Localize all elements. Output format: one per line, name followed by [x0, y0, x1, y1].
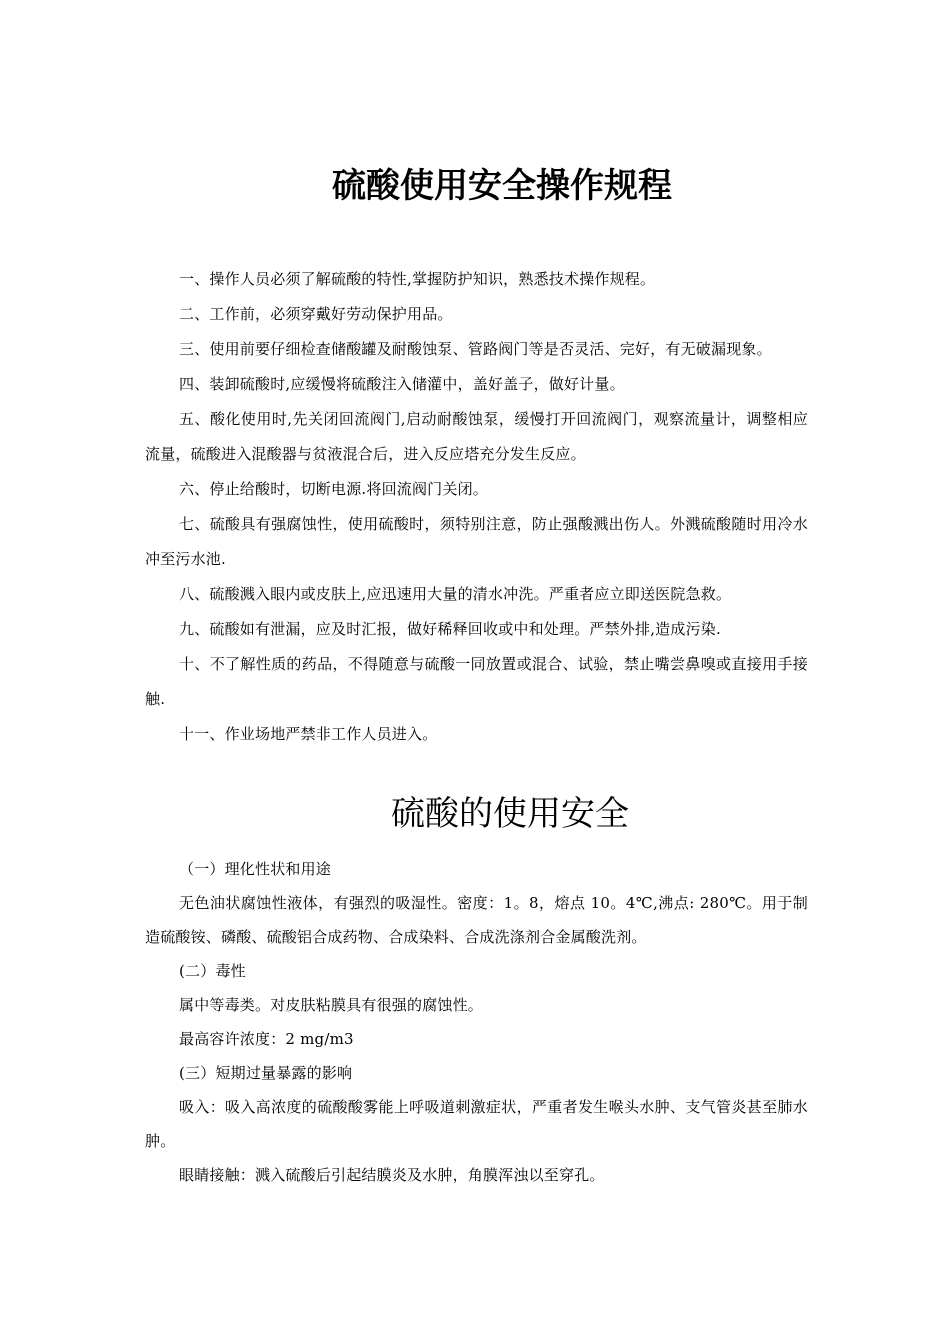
- body-paragraph: 无色油状腐蚀性液体，有强烈的吸湿性。密度：1。8，熔点 10。4℃,沸点: 280℃。用于制造硫酸铵、磷酸、硫酸铝合成药物、合成染料、合成洗涤剂合金属酸洗剂。: [145, 894, 808, 946]
- subheading: （一）理化性状和用途: [179, 860, 332, 878]
- subheading: (二）毒性: [179, 962, 246, 980]
- rule-paragraph: 四、装卸硫酸时,应缓慢将硫酸注入储灌中，盖好盖子，做好计量。: [179, 375, 625, 393]
- rule-paragraph: 五、酸化使用时,先关闭回流阀门,启动耐酸蚀泵，缓慢打开回流阀门，观察流量计，调整相应流量，硫酸进入混酸器与贫液混合后，进入反应塔充分发生反应。: [145, 410, 808, 463]
- section-title: 硫酸的使用安全: [391, 794, 629, 834]
- rule-paragraph: 十一、作业场地严禁非工作人员进入。: [179, 725, 438, 743]
- body-paragraph: 吸入：吸入高浓度的硫酸酸雾能上呼吸道刺激症状，严重者发生喉头水肿、支气管炎甚至肺水肿。: [145, 1098, 808, 1150]
- body-paragraph: 属中等毒类。对皮肤粘膜具有很强的腐蚀性。: [179, 996, 484, 1014]
- usage-safety-section: [145, 852, 808, 1192]
- rule-paragraph: 七、硫酸具有强腐蚀性，使用硫酸时，须特别注意，防止强酸溅出伤人。外溅硫酸随时用冷水冲至污水池.: [145, 515, 808, 568]
- subheading: (三）短期过量暴露的影响: [179, 1064, 353, 1082]
- rule-paragraph: 三、使用前要仔细检查储酸罐及耐酸蚀泵、管路阀门等是否灵活、完好，有无破漏现象。: [179, 340, 772, 358]
- body-paragraph: 眼睛接触：溅入硫酸后引起结膜炎及水肿，角膜浑浊以至穿孔。: [179, 1166, 605, 1184]
- operating-rules-section: [145, 262, 808, 752]
- rule-paragraph: 十、不了解性质的药品，不得随意与硫酸一同放置或混合、试验，禁止嘴尝鼻嗅或直接用手接触.: [145, 655, 808, 708]
- rule-paragraph: 一、操作人员必须了解硫酸的特性,掌握防护知识，熟悉技术操作规程。: [179, 270, 656, 288]
- rule-paragraph: 八、硫酸溅入眼内或皮肤上,应迅速用大量的清水冲洗。严重者应立即送医院急救。: [179, 585, 732, 603]
- body-paragraph: 最高容许浓度：2 mg/m3: [179, 1030, 354, 1048]
- rule-paragraph: 二、工作前，必须穿戴好劳动保护用品。: [179, 305, 453, 323]
- document-title: 硫酸使用安全操作规程: [332, 166, 672, 206]
- rule-paragraph: 六、停止给酸时，切断电源.将回流阀门关闭。: [179, 480, 488, 498]
- rule-paragraph: 九、硫酸如有泄漏，应及时汇报，做好稀释回收或中和处理。严禁外排,造成污染.: [179, 620, 721, 638]
